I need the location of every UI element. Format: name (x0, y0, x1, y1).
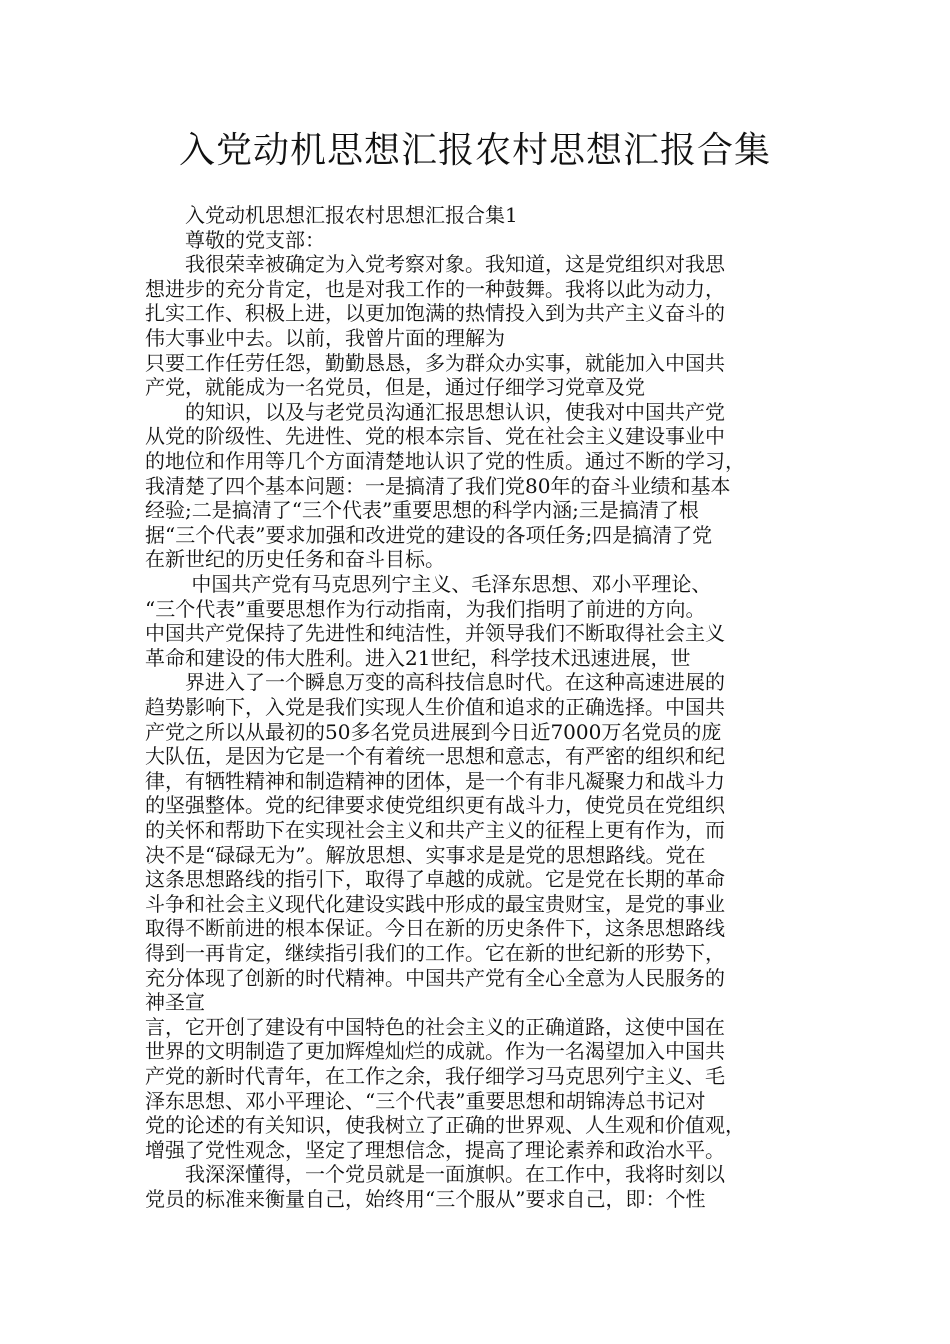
text-line: 趋势影响下，入党是我们实现人生价值和追求的正确选择。中国共 (145, 695, 725, 719)
text-line: 据“三个代表”要求加强和改进党的建设的各项任务;四是搞清了党 (145, 522, 713, 547)
text-line: 伟大事业中去。以前，我曾片面的理解为 (145, 326, 505, 350)
text-line: 产党的新时代青年，在工作之余，我仔细学习马克思列宁主义、毛 (145, 1064, 725, 1088)
document-title: 入党动机思想汇报农村思想汇报合集 (178, 130, 771, 171)
text-line: 产党之所以从最初的50多名党员进展到今日近7000万名党员的庞 (145, 719, 722, 744)
text-line: 经验;二是搞清了“三个代表”重要思想的科学内涵;三是搞清了根 (145, 498, 699, 523)
text-line: 这条思想路线的指引下，取得了卓越的成就。它是党在长期的革命 (145, 867, 725, 892)
text-line: 的坚强整体。党的纪律要求使党组织更有战斗力，使党员在党组织 (145, 793, 725, 818)
text-line: 党员的标准来衡量自己，始终用“三个服从”要求自己，即：个性 (145, 1187, 706, 1211)
text-line: 产党，就能成为一名党员，但是，通过仔细学习党章及党 (145, 375, 645, 400)
text-line: 斗争和社会主义现代化建设实践中形成的最宝贵财宝，是党的事业 (145, 891, 725, 916)
text-line: 界进入了一个瞬息万变的高科技信息时代。在这种高速进展的 (145, 670, 725, 695)
text-line: 决不是“碌碌无为”。解放思想、实事求是是党的思想路线。党在 (145, 842, 706, 867)
text-line: 的知识，以及与老党员沟通汇报思想认识，使我对中国共产党 (145, 399, 725, 424)
text-line: 尊敬的党支部： (145, 227, 325, 252)
text-line: 在新世纪的历史任务和奋斗目标。 (145, 547, 445, 572)
text-line: 我深深懂得，一个党员就是一面旗帜。在工作中，我将时刻以 (145, 1162, 725, 1187)
text-line: 只要工作任劳任怨，勤勤恳恳，多为群众办实事，就能加入中国共 (145, 350, 725, 375)
text-line: 中国共产党有马克思列宁主义、毛泽东思想、邓小平理论、 (145, 572, 712, 596)
text-line: 的地位和作用等几个方面清楚地认识了党的性质。通过不断的学习， (145, 449, 745, 473)
text-line: “三个代表”重要思想作为行动指南，为我们指明了前进的方向。 (145, 596, 706, 621)
text-line: 我很荣幸被确定为入党考察对象。我知道，这是党组织对我思 (145, 252, 725, 277)
text-line: 增强了党性观念，坚定了理想信念，提高了理论素养和政治水平。 (145, 1137, 725, 1162)
text-line: 泽东思想、邓小平理论、“三个代表”重要思想和胡锦涛总书记对 (145, 1088, 706, 1113)
text-line: 得到一再肯定，继续指引我们的工作。它在新的世纪新的形势下， (145, 941, 725, 965)
text-line: 中国共产党保持了先进性和纯洁性，并领导我们不断取得社会主义 (145, 621, 725, 646)
text-line: 的关怀和帮助下在实现社会主义和共产主义的征程上更有作为，而 (145, 818, 725, 842)
text-line: 革命和建设的伟大胜利。进入21世纪，科学技术迅速进展，世 (145, 645, 691, 670)
text-line: 大队伍，是因为它是一个有着统一思想和意志，有严密的组织和纪 (145, 744, 725, 769)
text-line: 神圣宣 (145, 990, 205, 1015)
text-line: 律，有牺牲精神和制造精神的团体，是一个有非凡凝聚力和战斗力 (145, 768, 725, 793)
text-line: 世界的文明制造了更加辉煌灿烂的成就。作为一名渴望加入中国共 (145, 1039, 725, 1064)
text-line: 党的论述的有关知识，使我树立了正确的世界观、人生观和价值观， (145, 1113, 745, 1138)
text-line: 我清楚了四个基本问题：一是搞清了我们党80年的奋斗业绩和基本 (145, 473, 731, 498)
text-line: 想进步的充分肯定，也是对我工作的一种鼓舞。我将以此为动力， (145, 276, 725, 301)
text-line: 言，它开创了建设有中国特色的社会主义的正确道路，这使中国在 (145, 1014, 725, 1039)
text-line: 扎实工作、积极上进，以更加饱满的热情投入到为共产主义奋斗的 (145, 301, 725, 326)
text-line: 取得不断前进的根本保证。今日在新的历史条件下，这条思想路线 (145, 916, 725, 941)
text-line: 充分体现了创新的时代精神。中国共产党有全心全意为人民服务的 (145, 965, 725, 990)
text-line: 入党动机思想汇报农村思想汇报合集1 (145, 203, 518, 227)
text-line: 从党的阶级性、先进性、党的根本宗旨、党在社会主义建设事业中 (145, 424, 725, 449)
